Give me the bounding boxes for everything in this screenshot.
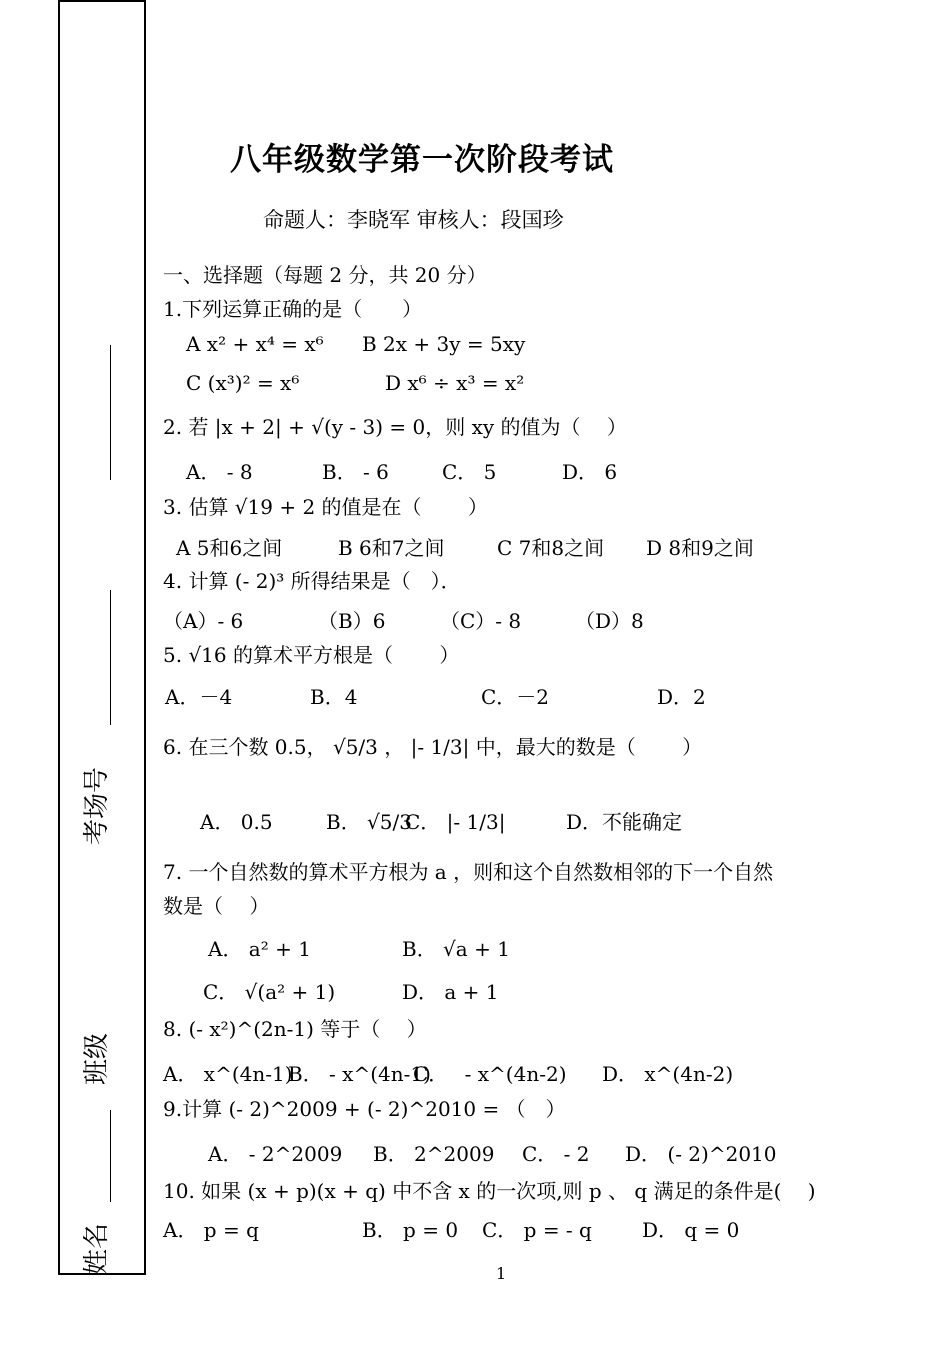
page-title: 八年级数学第一次阶段考试 — [230, 142, 614, 178]
class-underline — [110, 590, 111, 725]
q7-option-a: A． a² + 1 — [208, 937, 311, 961]
q3-stem: 3. 估算 √19 + 2 的值是在（ ） — [163, 495, 488, 519]
q9-option-a: A． - 2^2009 — [208, 1142, 343, 1166]
room-underline — [110, 345, 111, 480]
q4-option-a: （A）- 6 — [163, 609, 244, 633]
q2-option-c: C． 5 — [442, 460, 497, 484]
q6-option-a: A． 0.5 — [200, 810, 273, 834]
q8-option-b: B． - x^(4n-1) — [288, 1062, 431, 1086]
q5-option-b: B．4 — [310, 685, 358, 709]
q9-stem: 9.计算 (- 2)^2009 + (- 2)^2010 = （ ） — [163, 1097, 566, 1121]
q4-stem: 4. 计算 (- 2)³ 所得结果是（ ）． — [163, 569, 461, 593]
q3-option-c: C 7和8之间 — [497, 536, 605, 560]
q3-option-b: B 6和7之间 — [338, 536, 445, 560]
name-underline — [110, 1110, 111, 1202]
q2-option-d: D． 6 — [562, 460, 618, 484]
q8-stem: 8. (- x²)^(2n-1) 等于（ ） — [163, 1017, 427, 1041]
q1-option-d: D x⁶ ÷ x³ = x² — [385, 371, 525, 395]
q7-stem-line1: 7. 一个自然数的算术平方根为 a ，则和这个自然数相邻的下一个自然 — [163, 860, 774, 884]
q5-option-c: C．－2 — [481, 685, 550, 709]
q1-option-a: A x² + x⁴ = x⁶ — [186, 332, 324, 356]
q10-option-d: D． q = 0 — [642, 1218, 740, 1242]
q2-option-b: B． - 6 — [322, 460, 389, 484]
q10-stem: 10. 如果 (x + p)(x + q) 中不含 x 的一次项,则 p 、 q 满足的条件是( ) — [163, 1179, 816, 1203]
q7-option-b: B． √a + 1 — [402, 937, 510, 961]
q8-option-c: C． - x^(4n-2) — [413, 1062, 567, 1086]
q7-stem-line2: 数是（ ） — [163, 894, 270, 918]
q7-option-c: C． √(a² + 1) — [203, 980, 336, 1004]
q6-option-c: C． |- 1/3| — [405, 810, 506, 834]
q2-option-a: A． - 8 — [186, 460, 253, 484]
authors-line: 命题人：李晓军 审核人：段国珍 — [263, 208, 564, 232]
class-label: 班级 — [82, 1032, 112, 1085]
page-number: 1 — [496, 1264, 507, 1283]
q10-option-a: A． p = q — [163, 1218, 259, 1242]
name-label: 姓名 — [82, 1222, 112, 1275]
section-heading: 一、选择题（每题 2 分，共 20 分） — [163, 263, 487, 287]
q8-option-a: A． x^(4n-1) — [163, 1062, 293, 1086]
q1-option-b: B 2x + 3y = 5xy — [362, 332, 526, 356]
q5-option-d: D．2 — [657, 685, 706, 709]
q7-option-d: D． a + 1 — [402, 980, 499, 1004]
q4-option-d: （D）8 — [575, 609, 644, 633]
q3-option-d: D 8和9之间 — [646, 536, 754, 560]
q4-option-b: （B）6 — [318, 609, 386, 633]
q9-option-c: C． - 2 — [522, 1142, 590, 1166]
q4-option-c: （C）- 8 — [440, 609, 522, 633]
q1-option-c: C (x³)² = x⁶ — [186, 371, 300, 395]
q6-stem: 6. 在三个数 0.5， √5/3 ， |- 1/3| 中，最大的数是（ ） — [163, 735, 703, 759]
q5-stem: 5. √16 的算术平方根是（ ） — [163, 643, 460, 667]
q9-option-d: D． (- 2)^2010 — [625, 1142, 777, 1166]
q8-option-d: D． x^(4n-2) — [602, 1062, 734, 1086]
q2-stem: 2. 若 |x + 2| + √(y - 3) = 0，则 xy 的值为（ ） — [163, 415, 627, 439]
q9-option-b: B． 2^2009 — [373, 1142, 495, 1166]
q10-option-c: C． p = - q — [482, 1218, 592, 1242]
q3-option-a: A 5和6之间 — [176, 536, 283, 560]
q1-stem: 1.下列运算正确的是（ ） — [163, 297, 423, 321]
q10-option-b: B． p = 0 — [362, 1218, 459, 1242]
exam-room-label: 考场号 — [82, 766, 112, 845]
q6-option-b: B． √5/3 — [326, 810, 412, 834]
q5-option-a: A．－4 — [165, 685, 233, 709]
q6-option-d: D．不能确定 — [566, 810, 683, 834]
